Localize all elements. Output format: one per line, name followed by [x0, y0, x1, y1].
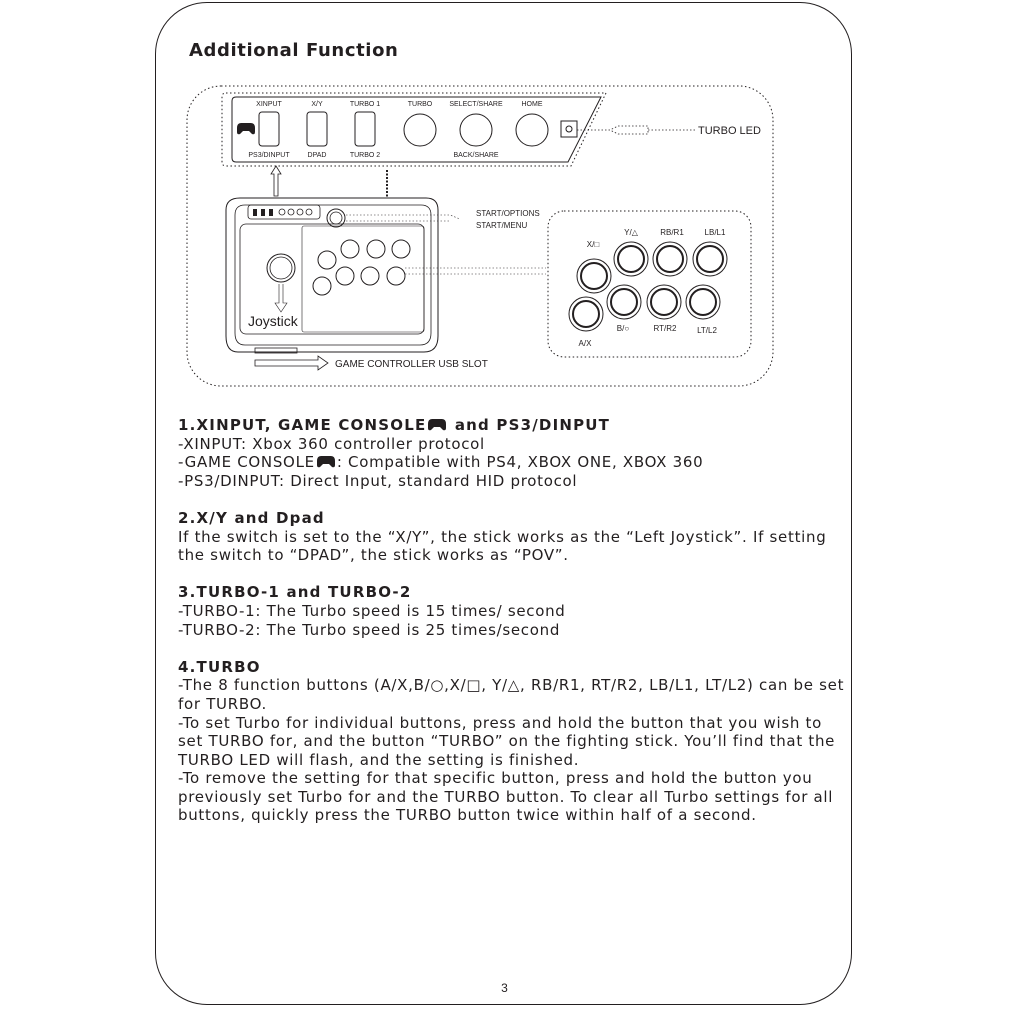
button-label-rt: RT/R2: [653, 324, 677, 333]
gamepad-icon: [428, 419, 446, 431]
home-button-circle: [516, 114, 548, 146]
turbo1-switch: [355, 112, 375, 146]
section-4-para-1: -The 8 function buttons (A/X,B/○,X/□, Y/△, RB/R1, RT/R2, LB/L1, LT/L2) can be set for TURBO.: [178, 676, 845, 713]
section-1-line-1: -XINPUT: Xbox 360 controller protocol: [178, 434, 485, 453]
label-dpad: DPAD: [307, 152, 327, 159]
select-share-button-circle: [460, 114, 492, 146]
turbo-led-box: [561, 121, 577, 137]
label-turbo: TURBO: [407, 101, 433, 108]
section-3-line-1: -TURBO-1: The Turbo speed is 15 times/ second: [178, 601, 566, 620]
section-turbo: [178, 658, 848, 825]
usb-arrow: [255, 356, 328, 370]
button-label-y: Y/△: [624, 228, 638, 237]
start-options-label: START/OPTIONS: [476, 209, 540, 218]
turbo-button-circle: [404, 114, 436, 146]
xinput-switch: [259, 112, 279, 146]
label-ps3-dinput: PS3/DINPUT: [248, 152, 290, 159]
section-4-heading: 4.TURBO: [178, 657, 261, 676]
section-1-line-2: -GAME CONSOLE : Compatible with PS4, XBOX ONE, XBOX 360: [178, 453, 704, 472]
usb-slot-label: GAME CONTROLLER USB SLOT: [335, 359, 488, 370]
xy-switch: [307, 112, 327, 146]
button-label-x: X/□: [586, 240, 600, 249]
section-2-text: If the switch is set to the “X/Y”, the stick works as the “Left Joystick”. If setting the switch to “DPAD”, the stick works as “POV”.: [178, 527, 827, 565]
gamepad-icon: [317, 456, 335, 468]
label-xinput: XINPUT: [256, 101, 282, 108]
function-panel: [222, 93, 606, 166]
diagram-outline: [187, 86, 773, 386]
section-4-para-3: -To remove the setting for that specific button, press and hold the button you previously set Turbo for and the TURBO button. To clear all Turbo settings for all buttons, quickly press the TURBO button twice within half of a second.: [178, 769, 834, 825]
start-menu-label: START/MENU: [476, 221, 528, 230]
joystick-label: Joystick: [248, 313, 298, 329]
turbo-led-dot: [566, 126, 572, 132]
label-turbo1: TURBO 1: [349, 101, 381, 108]
page-title: Additional Function: [189, 40, 399, 61]
label-back-share: BACK/SHARE: [453, 152, 499, 159]
arcade-stick-body: [226, 170, 438, 370]
content: [178, 416, 848, 844]
section-1-line-3: -PS3/DINPUT: Direct Input, standard HID protocol: [178, 471, 578, 490]
button-label-lt: LT/L2: [697, 326, 717, 335]
section-3-heading: 3.TURBO-1 and TURBO-2: [178, 583, 412, 602]
section-1-heading: 1.XINPUT, GAME CONSOLE and PS3/DINPUT: [178, 416, 611, 434]
button-label-b: B/○: [616, 324, 630, 333]
section-2-heading: 2.X/Y and Dpad: [178, 508, 325, 527]
page-number: 3: [501, 981, 508, 995]
turbo-led-label: TURBO LED: [698, 125, 761, 137]
section-3-line-2: -TURBO-2: The Turbo speed is 25 times/second: [178, 620, 561, 639]
section-4-para-2: -To set Turbo for individual buttons, press and hold the button that you wish to set TURBO for, and the button “TURBO” on the fighting stick. You’ll find that the TURBO LED will flash, and the setting is finished.: [178, 713, 836, 769]
section-turbo-1-2: [178, 583, 848, 639]
section-xy-dpad: [178, 509, 848, 565]
label-select-share: SELECT/SHARE: [449, 101, 503, 108]
button-label-rb: RB/R1: [660, 228, 684, 237]
section-xinput: [178, 416, 848, 490]
button-label-a: A/X: [578, 339, 592, 348]
label-home: HOME: [521, 101, 543, 108]
gamepad-icon: [237, 123, 255, 134]
panel-arrow: [271, 166, 281, 196]
label-xy: X/Y: [311, 101, 323, 108]
label-turbo2: TURBO 2: [349, 152, 381, 159]
button-label-lb: LB/L1: [704, 228, 726, 237]
